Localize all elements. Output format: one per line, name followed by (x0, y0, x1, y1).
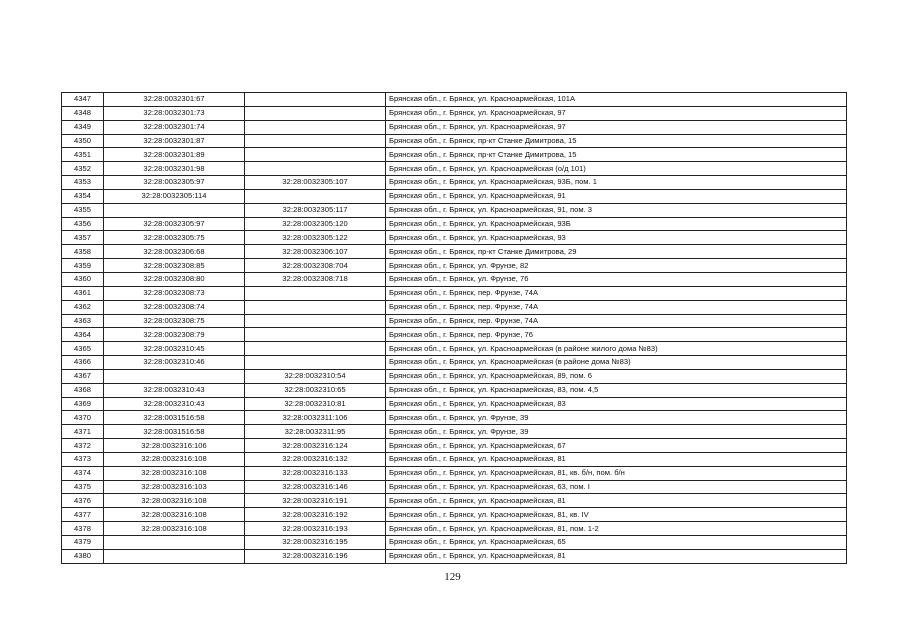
row-number-cell: 4360 (62, 272, 104, 286)
row-number-cell: 4363 (62, 314, 104, 328)
land-cadastral-number-cell: 32:28:0032316:108 (104, 508, 245, 522)
land-cadastral-number-cell: 32:28:0032316:108 (104, 494, 245, 508)
address-cell: Брянская обл., г. Брянск, ул. Фрунзе, 76 (386, 272, 847, 286)
object-cadastral-number-cell (245, 286, 386, 300)
row-number-cell: 4358 (62, 245, 104, 259)
row-number-cell: 4379 (62, 536, 104, 550)
table-row (62, 259, 847, 273)
table-row (62, 466, 847, 480)
land-cadastral-number-cell (104, 536, 245, 550)
address-cell: Брянская обл., г. Брянск, ул. Фрунзе, 39 (386, 425, 847, 439)
land-cadastral-number-cell: 32:28:0032305:114 (104, 189, 245, 203)
object-cadastral-number-cell: 32:28:0032311:106 (245, 411, 386, 425)
land-cadastral-number-cell: 32:28:0032301:87 (104, 134, 245, 148)
object-cadastral-number-cell: 32:28:0032316:191 (245, 494, 386, 508)
land-cadastral-number-cell: 32:28:0032305:97 (104, 176, 245, 190)
row-number-cell: 4367 (62, 369, 104, 383)
row-number-cell: 4351 (62, 148, 104, 162)
land-cadastral-number-cell (104, 549, 245, 563)
row-number-cell: 4375 (62, 480, 104, 494)
address-cell: Брянская обл., г. Брянск, ул. Красноармейская, 97 (386, 106, 847, 120)
table-row (62, 189, 847, 203)
row-number-cell: 4365 (62, 342, 104, 356)
row-number-cell: 4372 (62, 439, 104, 453)
table-row (62, 245, 847, 259)
land-cadastral-number-cell (104, 203, 245, 217)
object-cadastral-number-cell: 32:28:0032316:146 (245, 480, 386, 494)
land-cadastral-number-cell: 32:28:0032301:73 (104, 106, 245, 120)
object-cadastral-number-cell: 32:28:0032305:120 (245, 217, 386, 231)
object-cadastral-number-cell: 32:28:0032316:196 (245, 549, 386, 563)
table-row (62, 231, 847, 245)
land-cadastral-number-cell: 32:28:0031516:58 (104, 425, 245, 439)
table-row (62, 342, 847, 356)
row-number-cell: 4378 (62, 522, 104, 536)
row-number-cell: 4380 (62, 549, 104, 563)
table-row (62, 508, 847, 522)
object-cadastral-number-cell (245, 342, 386, 356)
row-number-cell: 4374 (62, 466, 104, 480)
table-row (62, 383, 847, 397)
address-cell: Брянская обл., г. Брянск, пер. Фрунзе, 74А (386, 314, 847, 328)
land-cadastral-number-cell: 32:28:0032308:73 (104, 286, 245, 300)
land-cadastral-number-cell: 32:28:0032308:85 (104, 259, 245, 273)
object-cadastral-number-cell: 32:28:0032311:95 (245, 425, 386, 439)
object-cadastral-number-cell (245, 93, 386, 107)
row-number-cell: 4350 (62, 134, 104, 148)
land-cadastral-number-cell: 32:28:0031516:58 (104, 411, 245, 425)
row-number-cell: 4353 (62, 176, 104, 190)
row-number-cell: 4355 (62, 203, 104, 217)
land-cadastral-number-cell: 32:28:0032316:103 (104, 480, 245, 494)
table-row (62, 134, 847, 148)
address-cell: Брянская обл., г. Брянск, ул. Красноармейская, 93Б, пом. 1 (386, 176, 847, 190)
object-cadastral-number-cell: 32:28:0032316:195 (245, 536, 386, 550)
table-row (62, 300, 847, 314)
land-cadastral-number-cell: 32:28:0032316:108 (104, 466, 245, 480)
object-cadastral-number-cell (245, 314, 386, 328)
address-cell: Брянская обл., г. Брянск, пер. Фрунзе, 74А (386, 300, 847, 314)
row-number-cell: 4373 (62, 452, 104, 466)
address-cell: Брянская обл., г. Брянск, пр-кт Станке Димитрова, 15 (386, 148, 847, 162)
address-cell: Брянская обл., г. Брянск, ул. Красноармейская (в районе жилого дома №83) (386, 342, 847, 356)
table-row (62, 369, 847, 383)
table-row (62, 522, 847, 536)
land-cadastral-number-cell: 32:28:0032306:68 (104, 245, 245, 259)
land-cadastral-number-cell: 32:28:0032316:106 (104, 439, 245, 453)
row-number-cell: 4349 (62, 120, 104, 134)
address-cell: Брянская обл., г. Брянск, пер. Фрунзе, 74А (386, 286, 847, 300)
address-cell: Брянская обл., г. Брянск, ул. Красноармейская, 81 (386, 549, 847, 563)
table-row (62, 452, 847, 466)
row-number-cell: 4347 (62, 93, 104, 107)
row-number-cell: 4368 (62, 383, 104, 397)
object-cadastral-number-cell: 32:28:0032316:124 (245, 439, 386, 453)
address-cell: Брянская обл., г. Брянск, ул. Красноармейская, 91 (386, 189, 847, 203)
address-cell: Брянская обл., г. Брянск, пер. Фрунзе, 76 (386, 328, 847, 342)
table-row (62, 176, 847, 190)
object-cadastral-number-cell (245, 120, 386, 134)
address-cell: Брянская обл., г. Брянск, ул. Красноармейская, 93 (386, 231, 847, 245)
row-number-cell: 4364 (62, 328, 104, 342)
object-cadastral-number-cell (245, 356, 386, 370)
table-row (62, 536, 847, 550)
object-cadastral-number-cell: 32:28:0032310:81 (245, 397, 386, 411)
row-number-cell: 4369 (62, 397, 104, 411)
address-cell: Брянская обл., г. Брянск, ул. Фрунзе, 39 (386, 411, 847, 425)
address-cell: Брянская обл., г. Брянск, ул. Красноармейская (о/д 101) (386, 162, 847, 176)
address-cell: Брянская обл., г. Брянск, ул. Красноармейская (в районе дома №83) (386, 356, 847, 370)
object-cadastral-number-cell: 32:28:0032308:718 (245, 272, 386, 286)
row-number-cell: 4354 (62, 189, 104, 203)
register-table-body (62, 93, 847, 564)
object-cadastral-number-cell (245, 300, 386, 314)
row-number-cell: 4359 (62, 259, 104, 273)
address-cell: Брянская обл., г. Брянск, ул. Красноармейская, 83 (386, 397, 847, 411)
table-row (62, 549, 847, 563)
object-cadastral-number-cell: 32:28:0032306:107 (245, 245, 386, 259)
address-cell: Брянская обл., г. Брянск, ул. Красноармейская, 81 (386, 452, 847, 466)
object-cadastral-number-cell: 32:28:0032305:107 (245, 176, 386, 190)
address-cell: Брянская обл., г. Брянск, ул. Красноармейская, 93Б (386, 217, 847, 231)
object-cadastral-number-cell: 32:28:0032316:132 (245, 452, 386, 466)
object-cadastral-number-cell (245, 162, 386, 176)
object-cadastral-number-cell (245, 328, 386, 342)
land-cadastral-number-cell: 32:28:0032308:80 (104, 272, 245, 286)
table-row (62, 397, 847, 411)
land-cadastral-number-cell: 32:28:0032305:97 (104, 217, 245, 231)
address-cell: Брянская обл., г. Брянск, ул. Красноармейская, 91, пом. 3 (386, 203, 847, 217)
address-cell: Брянская обл., г. Брянск, ул. Фрунзе, 82 (386, 259, 847, 273)
table-row (62, 411, 847, 425)
address-cell: Брянская обл., г. Брянск, пр-кт Станке Димитрова, 29 (386, 245, 847, 259)
table-row (62, 328, 847, 342)
land-cadastral-number-cell (104, 369, 245, 383)
address-cell: Брянская обл., г. Брянск, ул. Красноармейская, 81, кв. IV (386, 508, 847, 522)
land-cadastral-number-cell: 32:28:0032310:46 (104, 356, 245, 370)
row-number-cell: 4371 (62, 425, 104, 439)
table-row (62, 480, 847, 494)
object-cadastral-number-cell (245, 148, 386, 162)
row-number-cell: 4377 (62, 508, 104, 522)
row-number-cell: 4376 (62, 494, 104, 508)
object-cadastral-number-cell (245, 189, 386, 203)
object-cadastral-number-cell: 32:28:0032310:54 (245, 369, 386, 383)
land-cadastral-number-cell: 32:28:0032301:98 (104, 162, 245, 176)
row-number-cell: 4356 (62, 217, 104, 231)
row-number-cell: 4370 (62, 411, 104, 425)
land-cadastral-number-cell: 32:28:0032308:79 (104, 328, 245, 342)
table-row (62, 494, 847, 508)
register-table (61, 92, 847, 564)
address-cell: Брянская обл., г. Брянск, ул. Красноармейская, 101А (386, 93, 847, 107)
address-cell: Брянская обл., г. Брянск, ул. Красноармейская, 83, пом. 4,5 (386, 383, 847, 397)
address-cell: Брянская обл., г. Брянск, ул. Красноармейская, 89, пом. 6 (386, 369, 847, 383)
page-number: 129 (444, 571, 461, 583)
row-number-cell: 4357 (62, 231, 104, 245)
object-cadastral-number-cell: 32:28:0032310:65 (245, 383, 386, 397)
table-row (62, 93, 847, 107)
object-cadastral-number-cell: 32:28:0032305:117 (245, 203, 386, 217)
address-cell: Брянская обл., г. Брянск, ул. Красноармейская, 81, кв. б/н, пом. б/н (386, 466, 847, 480)
land-cadastral-number-cell: 32:28:0032301:67 (104, 93, 245, 107)
land-cadastral-number-cell: 32:28:0032316:108 (104, 522, 245, 536)
table-row (62, 425, 847, 439)
table-row (62, 314, 847, 328)
object-cadastral-number-cell (245, 134, 386, 148)
table-row (62, 203, 847, 217)
land-cadastral-number-cell: 32:28:0032308:75 (104, 314, 245, 328)
land-cadastral-number-cell: 32:28:0032310:43 (104, 397, 245, 411)
table-row (62, 286, 847, 300)
row-number-cell: 4362 (62, 300, 104, 314)
address-cell: Брянская обл., г. Брянск, ул. Красноармейская, 81 (386, 494, 847, 508)
object-cadastral-number-cell (245, 106, 386, 120)
object-cadastral-number-cell: 32:28:0032316:133 (245, 466, 386, 480)
object-cadastral-number-cell: 32:28:0032305:122 (245, 231, 386, 245)
land-cadastral-number-cell: 32:28:0032305:75 (104, 231, 245, 245)
table-row (62, 106, 847, 120)
land-cadastral-number-cell: 32:28:0032316:108 (104, 452, 245, 466)
table-row (62, 356, 847, 370)
row-number-cell: 4366 (62, 356, 104, 370)
row-number-cell: 4348 (62, 106, 104, 120)
row-number-cell: 4361 (62, 286, 104, 300)
object-cadastral-number-cell: 32:28:0032308:704 (245, 259, 386, 273)
address-cell: Брянская обл., г. Брянск, ул. Красноармейская, 63, пом. I (386, 480, 847, 494)
land-cadastral-number-cell: 32:28:0032310:43 (104, 383, 245, 397)
address-cell: Брянская обл., г. Брянск, ул. Красноармейская, 81, пом. 1-2 (386, 522, 847, 536)
table-row (62, 162, 847, 176)
address-cell: Брянская обл., г. Брянск, ул. Красноармейская, 67 (386, 439, 847, 453)
object-cadastral-number-cell: 32:28:0032316:192 (245, 508, 386, 522)
table-row (62, 439, 847, 453)
object-cadastral-number-cell: 32:28:0032316:193 (245, 522, 386, 536)
land-cadastral-number-cell: 32:28:0032301:89 (104, 148, 245, 162)
address-cell: Брянская обл., г. Брянск, ул. Красноармейская, 65 (386, 536, 847, 550)
table-row (62, 120, 847, 134)
address-cell: Брянская обл., г. Брянск, пр-кт Станке Димитрова, 15 (386, 134, 847, 148)
address-cell: Брянская обл., г. Брянск, ул. Красноармейская, 97 (386, 120, 847, 134)
row-number-cell: 4352 (62, 162, 104, 176)
table-row (62, 272, 847, 286)
land-cadastral-number-cell: 32:28:0032310:45 (104, 342, 245, 356)
table-row (62, 148, 847, 162)
land-cadastral-number-cell: 32:28:0032301:74 (104, 120, 245, 134)
table-row (62, 217, 847, 231)
land-cadastral-number-cell: 32:28:0032308:74 (104, 300, 245, 314)
